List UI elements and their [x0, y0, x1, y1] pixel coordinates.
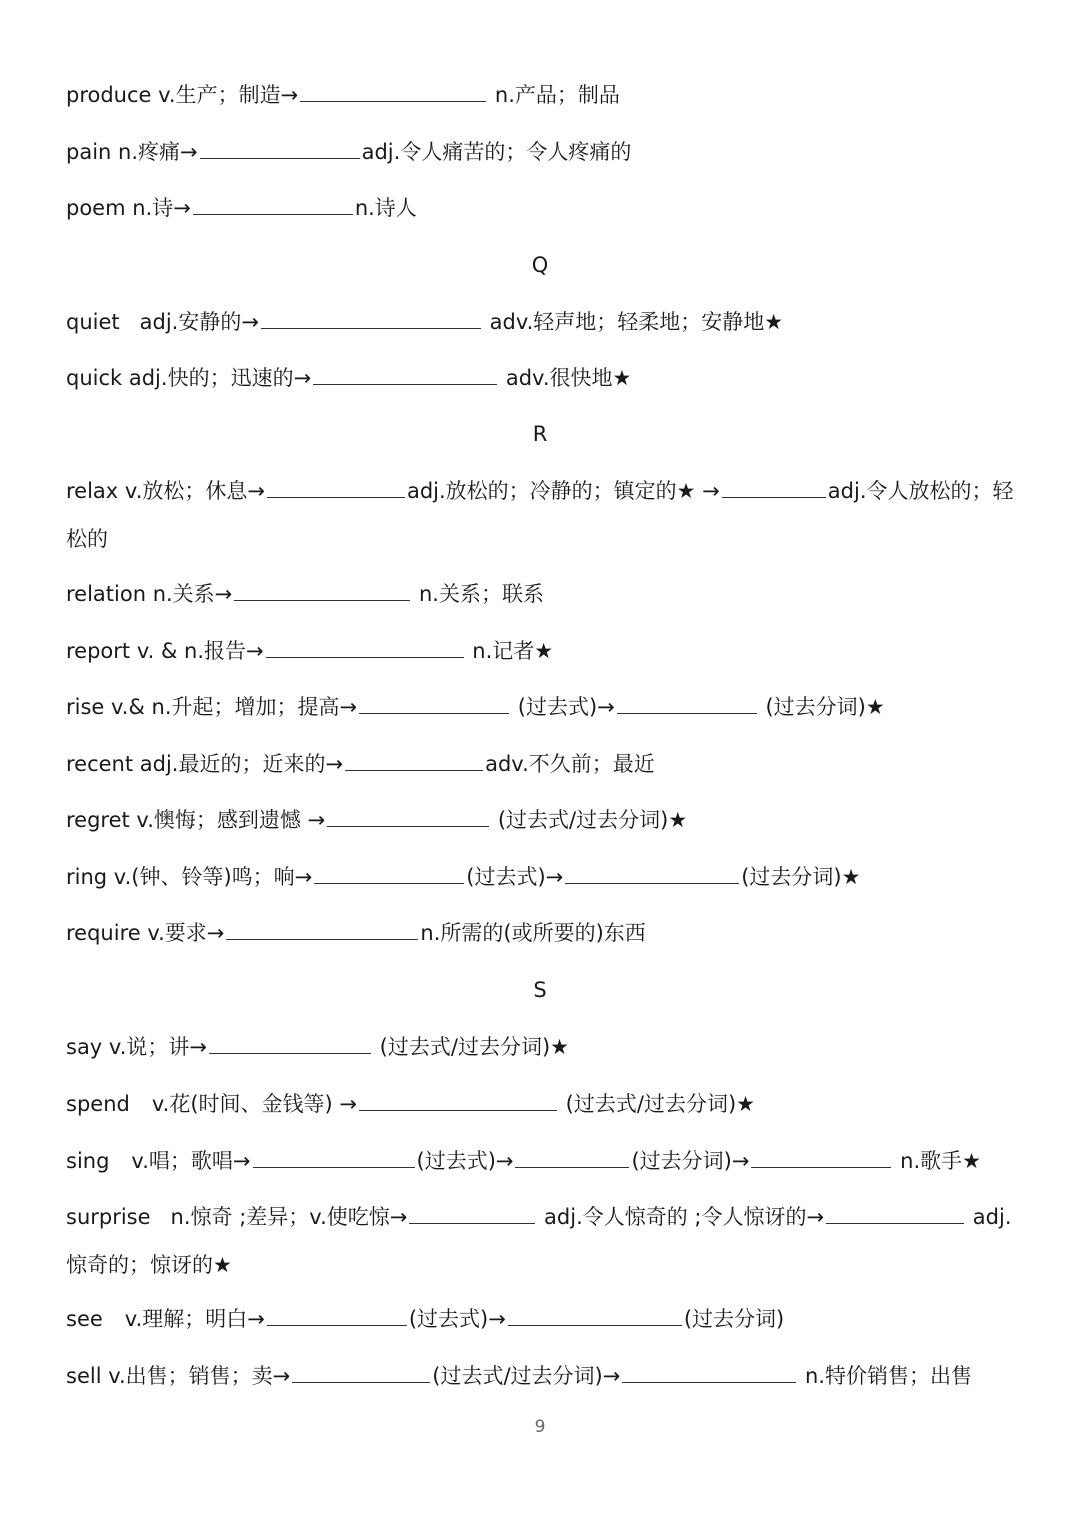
entry-text: n.特价销售；出售 — [805, 1364, 973, 1388]
entry-text: v.唱；歌唱→ — [131, 1149, 251, 1173]
entry-rise — [66, 691, 885, 722]
entry-text: sell v.出售；销售；卖→ — [66, 1364, 291, 1388]
entry-text: n.诗人 — [354, 196, 417, 220]
entry-text: n.歌手★ — [900, 1149, 981, 1173]
entry-text: produce v.生产；制造→ — [66, 83, 299, 107]
entry-surprise-cont — [66, 1250, 232, 1280]
answer-blank[interactable] — [193, 192, 353, 215]
entry-text: adj. — [972, 1205, 1012, 1229]
entry-regret — [66, 804, 687, 835]
answer-blank[interactable] — [751, 1145, 891, 1168]
entry-text: (过去分词) — [683, 1307, 785, 1331]
entry-ring — [66, 861, 860, 892]
answer-blank[interactable] — [327, 804, 489, 827]
answer-blank[interactable] — [226, 917, 418, 940]
answer-blank[interactable] — [617, 691, 757, 714]
entry-text: (过去分词)★ — [741, 865, 861, 889]
entry-pain — [66, 136, 631, 167]
entry-sing — [66, 1145, 981, 1176]
entry-text: poem n.诗→ — [66, 196, 191, 220]
entry-text: (过去式/过去分词)★ — [379, 1035, 569, 1059]
entry-text: say v.说；讲→ — [66, 1035, 207, 1059]
entry-text: require v.要求→ — [66, 921, 225, 945]
entry-text: adv.不久前；最近 — [485, 752, 655, 776]
section-letter-r: R — [532, 422, 548, 446]
entry-text: adv.很快地★ — [505, 366, 632, 390]
entry-text: (过去式)→ — [466, 865, 564, 889]
entry-relax-cont — [66, 524, 108, 554]
answer-blank[interactable] — [359, 691, 509, 714]
entry-poem — [66, 192, 417, 223]
entry-text: (过去式)→ — [416, 1149, 514, 1173]
entry-relax — [66, 475, 1014, 506]
entry-text: n.产品；制品 — [494, 83, 620, 107]
entry-text: (过去式/过去分词)★ — [497, 808, 688, 832]
answer-blank[interactable] — [515, 1145, 629, 1168]
entry-text: adj.令人放松的；轻 — [827, 479, 1014, 503]
entry-text: adj.放松的；冷静的；镇定的★ → — [406, 479, 720, 503]
answer-blank[interactable] — [234, 578, 410, 601]
entry-text: quick adj.快的；迅速的→ — [66, 366, 312, 390]
section-letter-q: Q — [531, 253, 549, 277]
answer-blank[interactable] — [622, 1360, 796, 1383]
entry-text: report v. & n.报告→ — [66, 639, 264, 663]
answer-blank[interactable] — [508, 1303, 682, 1326]
page-number: 9 — [534, 1417, 546, 1437]
entry-text: (过去分词)→ — [631, 1149, 750, 1173]
entry-text: 惊奇的；惊讶的★ — [66, 1253, 232, 1277]
answer-blank[interactable] — [565, 861, 739, 884]
entry-text: adj.令人惊奇的 ;令人惊讶的→ — [544, 1205, 825, 1229]
answer-blank[interactable] — [253, 1145, 415, 1168]
entry-surprise — [66, 1201, 1012, 1232]
entry-text: ring v.(钟、铃等)鸣；响→ — [66, 865, 313, 889]
entry-text: adv.轻声地；轻柔地；安静地★ — [489, 310, 784, 334]
entry-quick — [66, 362, 631, 393]
entry-text: v.理解；明白→ — [124, 1307, 265, 1331]
entry-produce — [66, 79, 620, 110]
answer-blank[interactable] — [359, 1088, 557, 1111]
entry-text: see — [66, 1307, 103, 1331]
answer-blank[interactable] — [300, 79, 486, 102]
entry-text: (过去式)→ — [408, 1307, 506, 1331]
answer-blank[interactable] — [292, 1360, 430, 1383]
answer-blank[interactable] — [826, 1201, 964, 1224]
entry-text: (过去式/过去分词)★ — [565, 1092, 755, 1116]
entry-text: recent adj.最近的；近来的→ — [66, 752, 344, 776]
answer-blank[interactable] — [261, 306, 481, 329]
answer-blank[interactable] — [314, 861, 464, 884]
entry-text: pain n.疼痛→ — [66, 140, 198, 164]
entry-text: regret v.懊悔；感到遗憾 → — [66, 808, 326, 832]
entry-text: rise v.& n.升起；增加；提高→ — [66, 695, 358, 719]
answer-blank[interactable] — [200, 136, 360, 159]
answer-blank[interactable] — [267, 475, 405, 498]
answer-blank[interactable] — [209, 1031, 371, 1054]
entry-text: (过去分词)★ — [765, 695, 885, 719]
entry-recent — [66, 748, 655, 779]
entry-see — [66, 1303, 784, 1334]
answer-blank[interactable] — [267, 1303, 407, 1326]
entry-text: adj.令人痛苦的；令人疼痛的 — [361, 140, 632, 164]
entry-text: (过去式/过去分词)→ — [432, 1364, 621, 1388]
answer-blank[interactable] — [266, 635, 464, 658]
entry-text: n.所需的(或所要的)东西 — [420, 921, 646, 945]
entry-text: quiet — [66, 310, 120, 334]
answer-blank[interactable] — [722, 475, 826, 498]
entry-require — [66, 917, 646, 948]
entry-report — [66, 635, 553, 666]
entry-text: (过去式)→ — [517, 695, 615, 719]
entry-text: sing — [66, 1149, 110, 1173]
entry-text: 松的 — [66, 527, 108, 551]
answer-blank[interactable] — [313, 362, 497, 385]
entry-text: v.花(时间、金钱等) → — [151, 1092, 357, 1116]
entry-sell — [66, 1360, 972, 1391]
entry-text: n.惊奇 ;差异；v.使吃惊→ — [170, 1205, 408, 1229]
entry-text: relax v.放松；休息→ — [66, 479, 265, 503]
section-letter-s: S — [533, 978, 547, 1002]
entry-text: spend — [66, 1092, 130, 1116]
entry-text: n.记者★ — [472, 639, 554, 663]
entry-text: relation n.关系→ — [66, 582, 233, 606]
answer-blank[interactable] — [345, 748, 483, 771]
answer-blank[interactable] — [409, 1201, 535, 1224]
entry-relation — [66, 578, 544, 609]
entry-text: n.关系；联系 — [418, 582, 544, 606]
entry-quiet — [66, 306, 783, 337]
entry-text: surprise — [66, 1205, 151, 1229]
entry-text: adj.安静的→ — [139, 310, 259, 334]
entry-spend — [66, 1088, 755, 1119]
entry-say — [66, 1031, 569, 1062]
